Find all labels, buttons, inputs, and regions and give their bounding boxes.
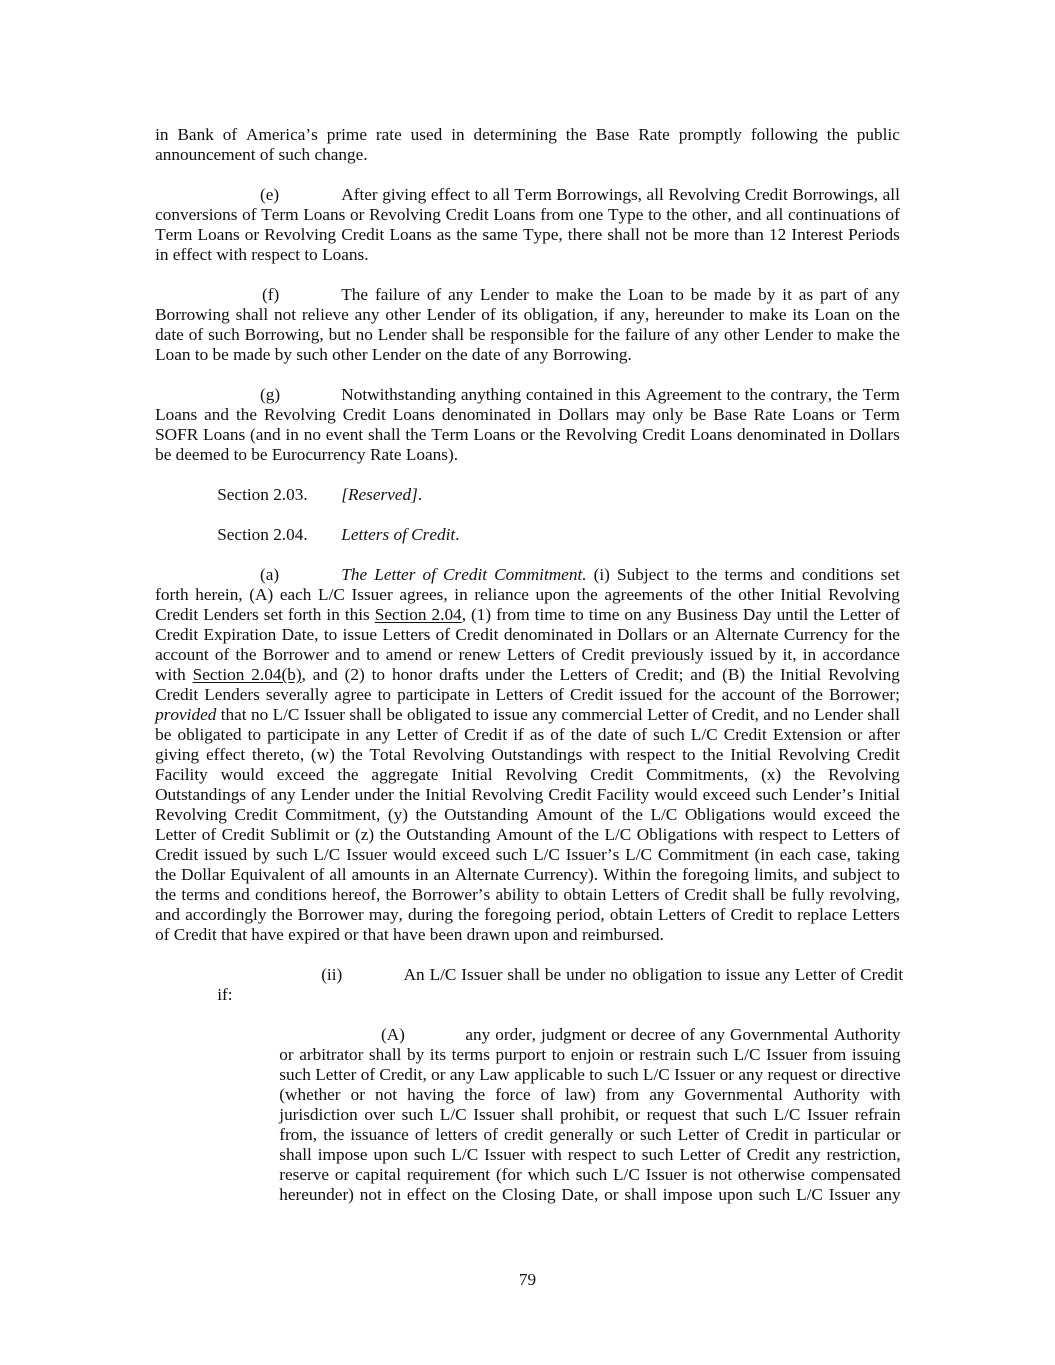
clause-text: Notwithstanding anything contained in this Agreement to the contrary, the Term Loans and the Revolving Credit Loans denominated in Dollars may only be Base Rate Loans or Term SOFR Loans (and in no event shall the Term Loans or the Revolving Credit Loans denominated in Dollars be deemed to be Eurocurrency Rate Loans).	[155, 385, 900, 464]
section-title-punctuation: .	[417, 485, 423, 504]
clause-heading: The Letter of Credit Commitment.	[341, 565, 587, 584]
section-title: [Reserved]	[341, 485, 418, 504]
paragraph-prime-rate-continuation	[155, 125, 900, 165]
section-cross-reference: Section 2.04	[374, 605, 462, 624]
section-number: Section 2.04.	[217, 525, 308, 544]
section-number: Section 2.03.	[217, 485, 308, 504]
clause-text: , (1) from time to time on any Business Day until the Letter of Credit Expiration Date, to issue Letters of Credit denominated in Dollars or an Alternate Currency for the account of the Borrower and to amend or renew Letters of Credit previously issued by it, in accordance with	[155, 605, 900, 684]
section-2-04-heading	[155, 525, 900, 545]
section-title-punctuation: .	[455, 525, 460, 544]
page-number: 79	[518, 1270, 537, 1289]
subclause-A	[279, 1025, 900, 1205]
proviso-term: provided	[155, 705, 217, 724]
section-title: Letters of Credit	[341, 525, 456, 544]
clause-f	[155, 285, 900, 365]
clause-text: , and (2) to honor drafts under the Letters of Credit; and (B) the Initial Revolving Credit Lenders severally agree to participate in Letters of Credit issued for the account of the Borrower;	[155, 665, 900, 704]
document-body	[155, 125, 904, 1225]
clause-label: (ii)	[321, 965, 343, 984]
clause-a-letter-of-credit-commitment	[155, 565, 900, 945]
clause-text: any order, judgment or decree of any Governmental Authority or arbitrator shall by its terms purport to enjoin or restrain such L/C Issuer from issuing such Letter of Credit, or any Law applicable to such L/C Issuer or any request or directive (whether or not having the force of law) from any Governmental Authority with jurisdiction over such L/C Issuer shall prohibit, or request that such L/C Issuer refrain from, the issuance of letters of credit generally or such Letter of Credit in particular or shall impose upon such L/C Issuer with respect to such Letter of Credit any restriction, reserve or capital requirement (for which such L/C Issuer is not otherwise compensated hereunder) not in effect on the Closing Date, or shall impose upon such L/C Issuer any	[279, 1025, 901, 1204]
clause-label: (A)	[380, 1025, 405, 1044]
clause-label: (g)	[259, 385, 281, 404]
clause-text: The failure of any Lender to make the Loan to be made by it as part of any Borrowing shall not relieve any other Lender of its obligation, if any, hereunder to make its Loan on the date of such Borrowing, but no Lender shall be responsible for the failure of any other Lender to make the Loan to be made by such other Lender on the date of any Borrowing.	[155, 285, 900, 364]
clause-text: After giving effect to all Term Borrowings, all Revolving Credit Borrowings, all conversions of Term Loans or Revolving Credit Loans from one Type to the other, and all continuations of Term Loans or Revolving Credit Loans as the same Type, there shall not be more than 12 Interest Periods in effect with respect to Loans.	[155, 185, 900, 264]
clause-text: (i) Subject to the terms and conditions set forth herein, (A) each L/C Issuer agrees, in reliance upon the agreements of the other Initial Revolving Credit Lenders set forth in this	[155, 565, 900, 624]
clause-e	[155, 185, 900, 265]
clause-g	[155, 385, 900, 465]
paragraph-text: in Bank of America’s prime rate used in determining the Base Rate promptly following the public announcement of such change.	[155, 125, 900, 164]
subclause-ii	[217, 965, 903, 1005]
clause-label: (a)	[259, 565, 280, 584]
clause-label: (f)	[261, 285, 280, 304]
section-2-03-heading	[155, 485, 900, 505]
section-cross-reference: Section 2.04(b)	[192, 665, 302, 684]
clause-text: that no L/C Issuer shall be obligated to issue any commercial Letter of Credit, and no Lender shall be obligated to participate in any Letter of Credit if as of the date of such L/C Credit Extension or after giving effect thereto, (w) the Total Revolving Outstandings with respect to the Initial Revolving Credit Facility would exceed the aggregate Initial Revolving Credit Commitments, (x) the Revolving Outstandings of any Lender under the Initial Revolving Credit Facility would exceed such Lender’s Initial Revolving Credit Commitment, (y) the Outstanding Amount of the L/C Obligations would exceed the Letter of Credit Sublimit or (z) the Outstanding Amount of the L/C Obligations with respect to Letters of Credit issued by such L/C Issuer would exceed such L/C Issuer’s L/C Commitment (in each case, taking the Dollar Equivalent of all amounts in an Alternate Currency). Within the foregoing limits, and subject to the terms and conditions hereof, the Borrower’s ability to obtain Letters of Credit shall be fully revolving, and accordingly the Borrower may, during the foregoing period, obtain Letters of Credit to replace Letters of Credit that have expired or that have been drawn upon and reimbursed.	[155, 705, 900, 944]
clause-label: (e)	[259, 185, 280, 204]
clause-text: An L/C Issuer shall be under no obligation to issue any Letter of Credit if:	[217, 965, 904, 1004]
